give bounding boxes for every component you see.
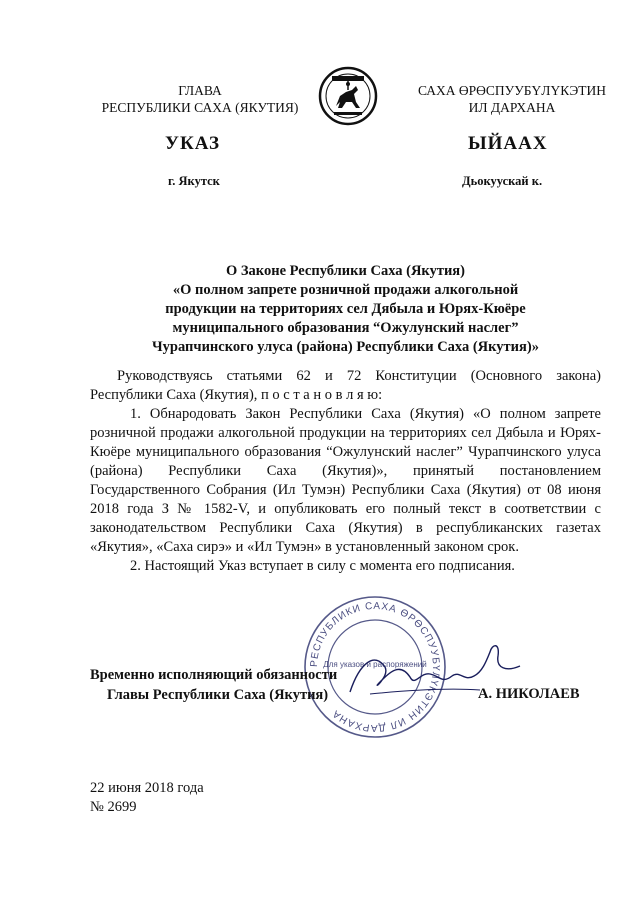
- coat-of-arms-icon: [318, 66, 378, 126]
- signatory-position: [90, 665, 390, 705]
- doc-type-left: УКАЗ: [165, 133, 220, 154]
- title-line: «О полном запрете розничной продажи алкогольной: [172, 282, 519, 298]
- footer: [90, 779, 204, 817]
- document-title: [90, 262, 601, 357]
- header-right-line2: ИЛ ДАРХАНА: [468, 100, 556, 115]
- item-2: 2. Настоящий Указ вступает в силу с момента его подписания.: [130, 558, 515, 574]
- header-left: [80, 82, 320, 116]
- doc-type-right: ЫЙААХ: [468, 133, 548, 154]
- document-body: [90, 367, 601, 576]
- city-left: г. Якутск: [168, 174, 220, 188]
- title-line: О Законе Республики Саха (Якутия): [226, 263, 465, 279]
- document-date: 22 июня 2018 года: [90, 780, 204, 796]
- header-right: [392, 82, 632, 116]
- item-1: 1. Обнародовать Закон Республики Саха (Якутия) «О полном запрете розничной продажи алкогольной продукции на территориях сел Дябыла и Юрях-Кюёре муниципального образования “Ожулунский наслег” Чурапчинского улуса (района) Республики Саха (Якутия)», принятый постановлением Государственного Собрания (Ил Тумэн) Республики Саха (Якутия) от 08 июня 2018 года З № 1582-V, и опубликовать его полный текст в соответствии с законодательством Республики Саха (Якутия) в республиканских газетах «Якутия», «Саха сирэ» и «Ил Тумэн» в установленный законом срок.: [90, 406, 601, 555]
- position-line1: Временно исполняющий обязанности: [90, 667, 338, 683]
- header-right-line1: САХА ӨРӨСПУУБҮЛҮКЭТИН: [417, 83, 607, 98]
- title-line: муниципального образования “Ожулунский наслег”: [172, 320, 519, 336]
- city-right: Дьокуускай к.: [462, 174, 543, 188]
- title-line: продукции на территориях сел Дябыла и Юрях-Кюёре: [165, 301, 526, 317]
- signatory-name: А. НИКОЛАЕВ: [478, 686, 580, 702]
- header-left-line2: РЕСПУБЛИКИ САХА (ЯКУТИЯ): [101, 100, 299, 115]
- header-left-line1: ГЛАВА: [178, 83, 222, 98]
- title-line: Чурапчинского улуса (района) Республики Саха (Якутия)»: [152, 339, 539, 355]
- preamble: Руководствуясь статьями 62 и 72 Конституции (Основного закона) Республики Саха (Якутия), п о с т а н о в л я ю:: [90, 368, 601, 403]
- stamp-ring-text: РЕСПУБЛИКИ САХА ӨРӨСПУУБҮЛҮКЭТИН ИЛ ДАРХАНА: [308, 600, 442, 734]
- document-number: № 2699: [90, 799, 137, 815]
- position-line2: Главы Республики Саха (Якутия): [107, 687, 329, 703]
- stamp-center-text: Для указов и распоряжений: [323, 660, 427, 669]
